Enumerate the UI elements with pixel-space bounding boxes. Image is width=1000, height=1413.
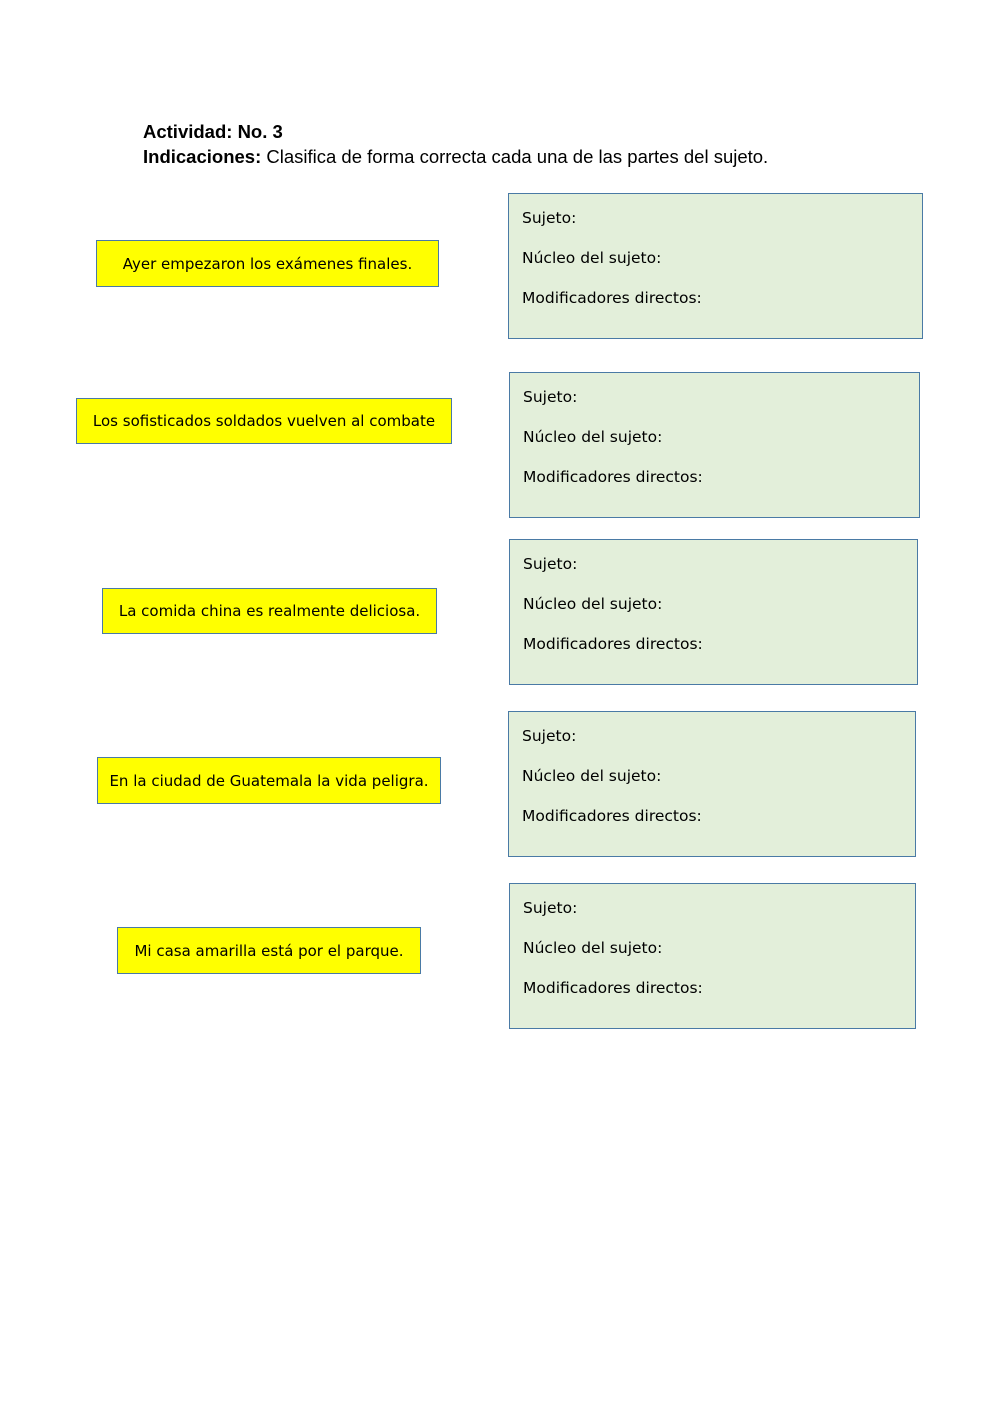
answer-box-1[interactable] bbox=[508, 193, 923, 339]
sentence-card-4[interactable] bbox=[97, 757, 441, 804]
answer-box-2[interactable] bbox=[509, 372, 920, 518]
modifiers-label: Modificadores directos: bbox=[523, 635, 703, 653]
nucleus-label: Núcleo del sujeto: bbox=[522, 767, 662, 785]
sentence-card-5[interactable] bbox=[117, 927, 421, 974]
answer-box-5[interactable] bbox=[509, 883, 916, 1029]
nucleus-label: Núcleo del sujeto: bbox=[523, 939, 663, 957]
modifiers-label: Modificadores directos: bbox=[522, 289, 702, 307]
sentence-card-2[interactable] bbox=[76, 398, 452, 444]
nucleus-label: Núcleo del sujeto: bbox=[523, 595, 663, 613]
modifiers-label: Modificadores directos: bbox=[522, 807, 702, 825]
sentence-text: Ayer empezaron los exámenes finales. bbox=[122, 254, 413, 273]
subject-label: Sujeto: bbox=[522, 209, 577, 227]
modifiers-label: Modificadores directos: bbox=[523, 468, 703, 486]
activity-title: Actividad: No. 3 bbox=[143, 121, 283, 142]
subject-label: Sujeto: bbox=[523, 555, 578, 573]
activity-header bbox=[143, 119, 768, 169]
subject-label: Sujeto: bbox=[523, 388, 578, 406]
modifiers-label: Modificadores directos: bbox=[523, 979, 703, 997]
activity-instructions bbox=[143, 144, 768, 169]
sentence-text: Los sofisticados soldados vuelven al combate bbox=[92, 412, 436, 430]
sentence-text: Mi casa amarilla está por el parque. bbox=[134, 941, 404, 960]
nucleus-label: Núcleo del sujeto: bbox=[523, 428, 663, 446]
answer-box-4[interactable] bbox=[508, 711, 916, 857]
sentence-card-3[interactable] bbox=[102, 588, 437, 634]
sentence-card-1[interactable] bbox=[96, 240, 439, 287]
sentence-text: La comida china es realmente deliciosa. bbox=[118, 602, 421, 620]
instructions-label: Indicaciones: bbox=[143, 146, 262, 167]
nucleus-label: Núcleo del sujeto: bbox=[522, 249, 662, 267]
answer-box-3[interactable] bbox=[509, 539, 918, 685]
sentence-text: En la ciudad de Guatemala la vida peligra. bbox=[109, 771, 429, 790]
instructions-text: Clasifica de forma correcta cada una de las partes del sujeto. bbox=[261, 146, 769, 167]
subject-label: Sujeto: bbox=[522, 727, 577, 745]
subject-label: Sujeto: bbox=[523, 899, 578, 917]
